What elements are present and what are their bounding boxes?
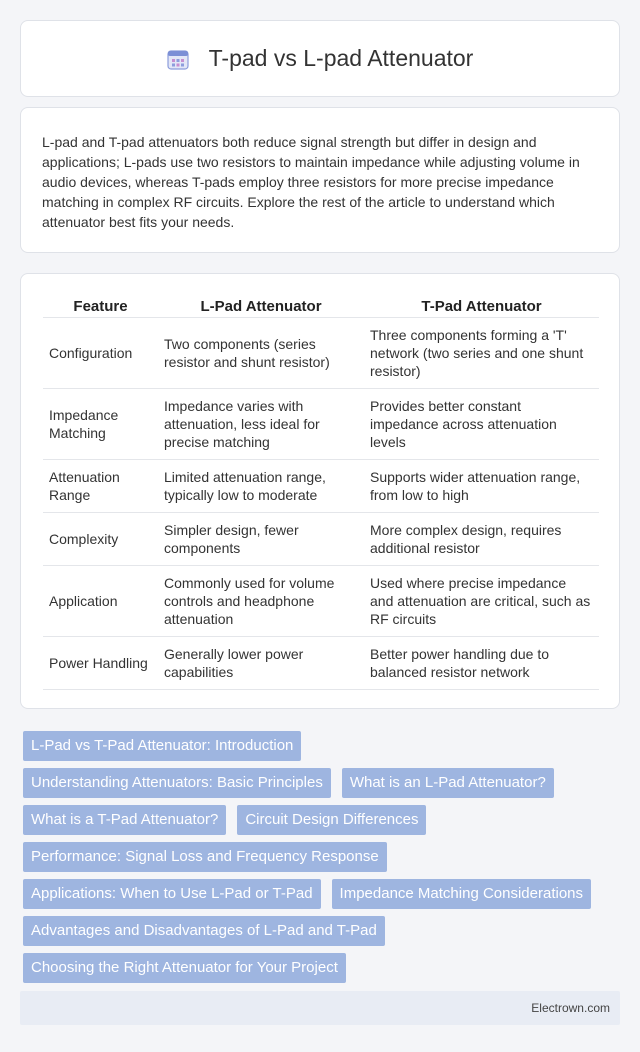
row-tpad: More complex design, requires additional resistor: [364, 513, 599, 566]
row-feature: Application: [43, 566, 158, 637]
row-lpad: Commonly used for volume controls and headphone attenuation: [158, 566, 364, 637]
tag-row: [20, 768, 620, 798]
tag-row: [20, 731, 620, 761]
topic-link[interactable]: L-Pad vs T-Pad Attenuator: Introduction: [23, 731, 301, 761]
topic-link[interactable]: Choosing the Right Attenuator for Your Project: [23, 953, 346, 983]
topic-link[interactable]: Understanding Attenuators: Basic Principles: [23, 768, 331, 798]
table-row: [43, 566, 599, 637]
intro-card: [20, 107, 620, 253]
tag-row: [20, 842, 620, 872]
table-row: [43, 637, 599, 690]
intro-text: L-pad and T-pad attenuators both reduce signal strength but differ in design and applications; L-pads use two resistors to maintain impedance while adjusting volume in audio devices, whereas T-pads employ three resistors for more precise impedance matching in complex RF circuits. Explore the rest of the article to understand which attenuator best fits your needs.: [42, 134, 580, 230]
topic-links: [20, 731, 620, 983]
table-row: [43, 513, 599, 566]
topic-link[interactable]: Circuit Design Differences: [237, 805, 426, 835]
calendar-grid-icon: [167, 48, 189, 70]
footer-site-link[interactable]: Electrown.com: [531, 1001, 610, 1015]
topic-link[interactable]: What is a T-Pad Attenuator?: [23, 805, 226, 835]
row-tpad: Provides better constant impedance across attenuation levels: [364, 389, 599, 460]
comparison-table-card: [20, 273, 620, 709]
row-lpad: Impedance varies with attenuation, less ideal for precise matching: [158, 389, 364, 460]
topic-link[interactable]: Applications: When to Use L-Pad or T-Pad: [23, 879, 321, 909]
tag-row: [20, 805, 620, 835]
row-lpad: Two components (series resistor and shunt resistor): [158, 318, 364, 389]
row-tpad: Used where precise impedance and attenuation are critical, such as RF circuits: [364, 566, 599, 637]
table-header-row: [43, 294, 599, 318]
row-feature: Configuration: [43, 318, 158, 389]
topic-link[interactable]: Impedance Matching Considerations: [332, 879, 591, 909]
row-tpad: Three components forming a 'T' network (two series and one shunt resistor): [364, 318, 599, 389]
tag-row: [20, 916, 620, 946]
row-lpad: Simpler design, fewer components: [158, 513, 364, 566]
row-feature: Power Handling: [43, 637, 158, 690]
row-feature: Complexity: [43, 513, 158, 566]
row-feature: Impedance Matching: [43, 389, 158, 460]
footer: [20, 991, 620, 1025]
topic-link[interactable]: Performance: Signal Loss and Frequency Response: [23, 842, 387, 872]
table-row: [43, 460, 599, 513]
tag-row: [20, 879, 620, 909]
topic-link[interactable]: Advantages and Disadvantages of L-Pad and T-Pad: [23, 916, 385, 946]
header-feature: Feature: [43, 294, 158, 318]
row-tpad: Better power handling due to balanced resistor network: [364, 637, 599, 690]
page-title: T-pad vs L-pad Attenuator: [208, 45, 474, 71]
row-lpad: Limited attenuation range, typically low to moderate: [158, 460, 364, 513]
table-row: [43, 318, 599, 389]
row-feature: Attenuation Range: [43, 460, 158, 513]
header-tpad: T-Pad Attenuator: [364, 294, 599, 318]
header-card: [20, 20, 620, 97]
table-row: [43, 389, 599, 460]
row-lpad: Generally lower power capabilities: [158, 637, 364, 690]
topic-link[interactable]: What is an L-Pad Attenuator?: [342, 768, 554, 798]
tag-row: [20, 953, 620, 983]
comparison-table: [43, 294, 599, 690]
row-tpad: Supports wider attenuation range, from low to high: [364, 460, 599, 513]
header-lpad: L-Pad Attenuator: [158, 294, 364, 318]
